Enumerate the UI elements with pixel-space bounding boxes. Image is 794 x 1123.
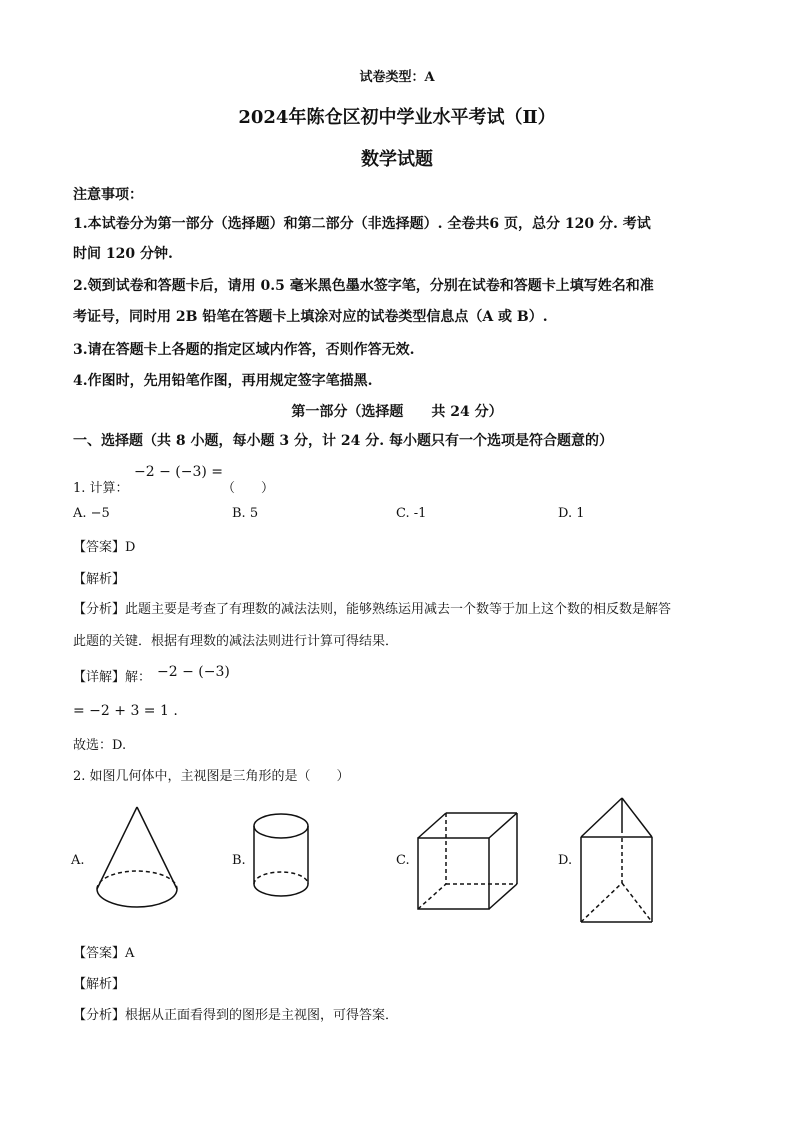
q1-stem-prefix: 1. 计算： (73, 481, 129, 496)
q2-answer: 【答案】A (73, 946, 135, 961)
note-item-2-line-1: 2.领到试卷和答题卡后，请用 0.5 毫米黑色墨水签字笔，分别在试卷和答题卡上填写姓名和准 (73, 278, 654, 294)
note-item-3: 3.请在答题卡上各题的指定区域内作答，否则作答无效. (73, 342, 415, 358)
cube-figure (418, 813, 517, 909)
part1-heading: 第一部分（选择题 共 24 分） (291, 404, 503, 420)
q2-analysis-line-1: 【分析】根据从正面看得到的图形是主视图，可得答案． (73, 1008, 399, 1023)
q1-detail-expression: −2 − (−3) (157, 664, 230, 680)
note-item-2-line-2: 考证号，同时用 2B 铅笔在答题卡上填涂对应的试卷类型信息点（A 或 B）. (73, 309, 548, 325)
exam-title: 2024年陈仓区初中学业水平考试（Ⅱ） (238, 107, 556, 128)
q2-stem: 2. 如图几何体中，主视图是三角形的是（ ） (73, 769, 350, 784)
q2-option-b-label: B. (232, 853, 246, 868)
q1-detail-prefix: 【详解】解： (73, 670, 152, 685)
note-item-1-line-2: 时间 120 分钟. (73, 246, 173, 262)
q2-option-a-label: A. (71, 853, 85, 868)
note-item-4: 4.作图时，先用铅笔作图，再用规定签字笔描黑. (73, 373, 373, 389)
q1-blank: （ ） (222, 481, 275, 496)
subject-title: 数学试题 (361, 149, 433, 170)
q2-analysis-label: 【解析】 (73, 977, 126, 992)
q1-conclusion: 故选：D. (73, 738, 127, 753)
q1-option-a: A. −5 (73, 506, 110, 521)
section-heading: 一、选择题（共 8 小题，每小题 3 分，计 24 分. 每小题只有一个选项是符合题意的） (73, 433, 613, 449)
q2-option-d-label: D. (558, 853, 573, 868)
note-item-1-line-1: 1.本试卷分为第一部分（选择题）和第二部分（非选择题）. 全卷共6 页，总分 120 分. 考试 (73, 216, 651, 232)
cone-figure (97, 807, 177, 907)
q2-option-c-label: C. (396, 853, 410, 868)
q1-option-b: B. 5 (232, 506, 259, 521)
q1-answer: 【答案】D (73, 540, 136, 555)
q1-expression: −2 − (−3) = (134, 464, 224, 480)
q1-analysis-label: 【解析】 (73, 572, 126, 587)
q1-analysis-line-1: 【分析】此题主要是考查了有理数的减法法则，能够熟练运用减去一个数等于加上这个数的相反数是解答 (73, 602, 672, 617)
paper-type: 试卷类型：A (359, 70, 435, 85)
cylinder-figure (254, 814, 308, 896)
q1-detail-line-2: = −2 + 3 = 1 . (73, 703, 178, 719)
q1-analysis-line-2: 此题的关键．根据有理数的减法法则进行计算可得结果． (73, 634, 399, 649)
prism-figure (581, 798, 652, 922)
q1-option-c: C. -1 (396, 506, 427, 521)
q1-option-d: D. 1 (558, 506, 585, 521)
notes-heading: 注意事项： (73, 187, 143, 203)
